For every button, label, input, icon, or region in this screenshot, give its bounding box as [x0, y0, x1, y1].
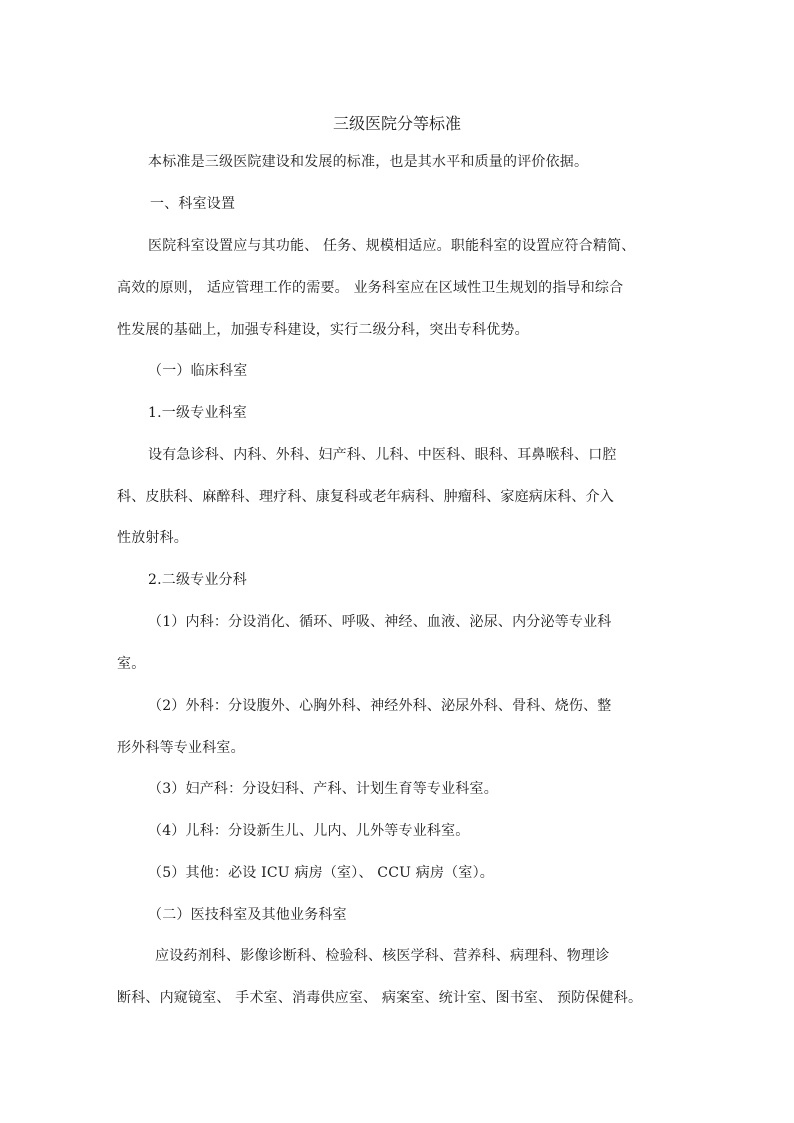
department-setup-line-1: 医院科室设置应与其功能、 任务、规模相适应。职能科室的设置应符合精简、 [148, 238, 636, 254]
level2-item-2-line-1: （2）外科：分设腹外、心胸外科、神经外科、泌尿外科、骨科、烧伤、整 [148, 698, 612, 714]
level2-item-1-line-1: （1）内科：分设消化、循环、呼吸、神经、血液、泌尿、内分泌等专业科 [148, 614, 612, 630]
document-title: 三级医院分等标准 [332, 114, 461, 133]
subsection-heading-clinical: （一）临床科室 [148, 363, 248, 379]
level1-heading: 1.一级专业科室 [148, 405, 247, 421]
intro-paragraph: 本标准是三级医院建设和发展的标准，也是其水平和质量的评价依据。 [148, 154, 589, 170]
level2-item-3: （3）妇产科：分设妇科、产科、计划生育等专业科室。 [148, 781, 498, 797]
section-heading-department-setup: 一、科室设置 [150, 196, 236, 212]
medtech-line-2: 断科、内窥镜室、 手术室、消毒供应室、 病案室、统计室、图书室、 预防保健科。 [117, 990, 643, 1006]
department-setup-line-3: 性发展的基础上，加强专科建设，实行二级分科，突出专科优势。 [117, 322, 529, 338]
department-setup-line-2: 高效的原则， 适应管理工作的需要。 业务科室应在区域性卫生规划的指导和综合 [117, 280, 624, 296]
level2-item-5: （5）其他：必设 ICU 病房（室）、 CCU 病房（室）。 [148, 865, 494, 881]
level2-item-1-line-2: 室。 [117, 656, 146, 672]
subsection-heading-medtech: （二）医技科室及其他业务科室 [148, 907, 347, 923]
level2-item-4: （4）儿科：分设新生儿、儿内、儿外等专业科室。 [148, 823, 470, 839]
level1-line-2: 科、皮肤科、麻醉科、理疗科、康复科或老年病科、肿瘤科、家庭病床科、介入 [117, 489, 614, 505]
level2-heading: 2.二级专业分科 [148, 572, 247, 588]
medtech-line-1: 应设药剂科、影像诊断科、检验科、核医学科、营养科、病理科、物理诊 [155, 948, 610, 964]
level1-line-1: 设有急诊科、内科、外科、妇产科、儿科、中医科、眼科、耳鼻喉科、口腔 [148, 447, 617, 463]
level2-item-2-line-2: 形外科等专业科室。 [117, 740, 245, 756]
level1-line-3: 性放射科。 [117, 530, 188, 546]
